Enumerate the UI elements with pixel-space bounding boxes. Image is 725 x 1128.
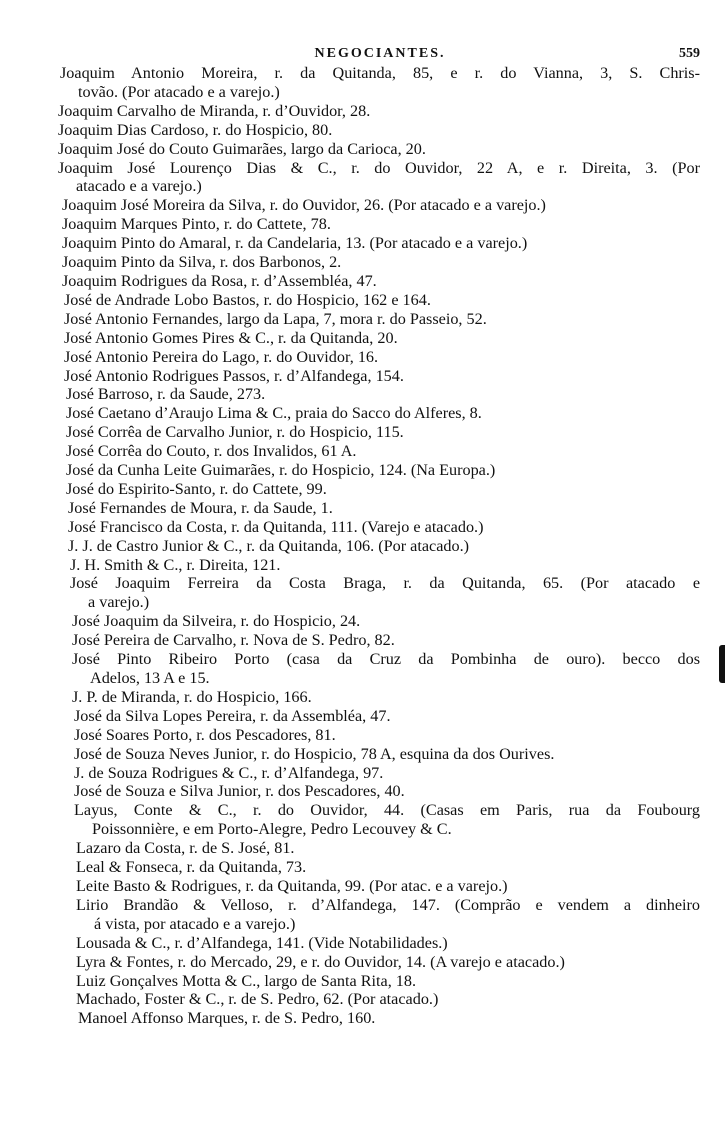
entry-line: José Barroso, r. da Saude, 273. — [66, 385, 266, 404]
entry-line: José do Espirito-Santo, r. do Cattete, 99. — [66, 479, 327, 498]
entry-line: Joaquim Carvalho de Miranda, r. d’Ouvidor, 28. — [58, 101, 371, 120]
directory-entry — [58, 839, 700, 858]
directory-entry — [58, 953, 700, 972]
entry-line: Lyra & Fontes, r. do Mercado, 29, e r. do Ouvidor, 14. (A varejo e atacado.) — [76, 952, 565, 971]
entry-line: José Pereira de Carvalho, r. Nova de S. Pedro, 82. — [72, 631, 395, 650]
entry-line: José Joaquim da Silveira, r. do Hospicio, 24. — [72, 612, 361, 631]
entry-line: Leite Basto & Rodrigues, r. da Quitanda, 99. (Por atac. e a varejo.) — [76, 876, 508, 895]
entry-line: José Pinto Ribeiro Porto (casa da Cruz da Pombinha de ouro). becco dos — [72, 650, 700, 669]
directory-entry — [58, 688, 700, 707]
entry-line: José de Souza e Silva Junior, r. dos Pescadores, 40. — [74, 782, 405, 801]
entry-line: J. de Souza Rodrigues & C., r. d’Alfandega, 97. — [74, 763, 384, 782]
directory-entry — [58, 707, 700, 726]
entry-line: Lazaro da Costa, r. de S. José, 81. — [76, 839, 295, 858]
entry-line: Joaquim Marques Pinto, r. do Cattete, 78. — [62, 215, 331, 234]
directory-entry — [58, 650, 700, 688]
entry-line: Joaquim Rodrigues da Rosa, r. d’Assembléa, 47. — [62, 271, 377, 290]
directory-entry — [58, 537, 700, 556]
directory-entry — [58, 159, 700, 197]
directory-entry — [58, 896, 700, 934]
entry-line: José de Souza Neves Junior, r. do Hospicio, 78 A, esquina da dos Ourives. — [74, 744, 555, 763]
scan-ink-blot — [719, 645, 725, 683]
entry-continuation-line: á vista, por atacado e a varejo.) — [94, 914, 296, 933]
page-header — [60, 46, 700, 66]
entry-line: Joaquim José do Couto Guimarães, largo da Carioca, 20. — [58, 139, 426, 158]
entry-line: José Francisco da Costa, r. da Quitanda, 111. (Varejo e atacado.) — [68, 517, 484, 536]
entry-continuation-line: a varejo.) — [88, 593, 150, 612]
entry-line: Luiz Gonçalves Motta & C., largo de Santa Rita, 18. — [76, 971, 417, 990]
directory-entry — [58, 745, 700, 764]
entry-continuation-line: tovão. (Por atacado e a varejo.) — [78, 82, 280, 101]
directory-entry — [58, 404, 700, 423]
directory-entry — [58, 329, 700, 348]
directory-entry — [58, 726, 700, 745]
entry-line: Layus, Conte & C., r. do Ouvidor, 44. (Casas em Paris, rua da Foubourg — [74, 801, 700, 820]
entry-line: José Antonio Rodrigues Passos, r. d’Alfandega, 154. — [64, 366, 404, 385]
entry-line: Joaquim Dias Cardoso, r. do Hospicio, 80. — [58, 120, 333, 139]
directory-entry — [58, 480, 700, 499]
directory-entry — [58, 215, 700, 234]
entry-line: Joaquim Pinto da Silva, r. dos Barbonos, 2. — [62, 253, 342, 272]
directory-entry — [58, 934, 700, 953]
directory-entry — [58, 196, 700, 215]
directory-entry — [58, 102, 700, 121]
entry-line: J. H. Smith & C., r. Direita, 121. — [70, 555, 281, 574]
entry-line: José de Andrade Lobo Bastos, r. do Hospicio, 162 e 164. — [64, 290, 431, 309]
page-number: 559 — [679, 46, 700, 61]
directory-entry — [58, 518, 700, 537]
entry-line: José Corrêa de Carvalho Junior, r. do Hospicio, 115. — [66, 423, 404, 442]
entry-continuation-line: Poissonnière, e em Porto-Alegre, Pedro Lecouvey & C. — [92, 820, 452, 839]
entry-line: José da Cunha Leite Guimarães, r. do Hospicio, 124. (Na Europa.) — [66, 461, 496, 480]
directory-entry — [58, 764, 700, 783]
directory-entry — [58, 499, 700, 518]
entry-line: José Corrêa do Couto, r. dos Invalidos, 61 A. — [66, 442, 357, 461]
entry-line: José Antonio Gomes Pires & C., r. da Quitanda, 20. — [64, 328, 398, 347]
entry-line: Machado, Foster & C., r. de S. Pedro, 62. (Por atacado.) — [76, 990, 439, 1009]
entry-line: José Joaquim Ferreira da Costa Braga, r. da Quitanda, 65. (Por atacado e — [70, 574, 700, 593]
directory-entry — [58, 442, 700, 461]
directory-entry — [58, 385, 700, 404]
directory-entry — [58, 612, 700, 631]
entry-line: José Soares Porto, r. dos Pescadores, 81. — [74, 725, 336, 744]
entry-line: José da Silva Lopes Pereira, r. da Assembléa, 47. — [74, 706, 391, 725]
directory-entry — [58, 348, 700, 367]
directory-entry — [58, 121, 700, 140]
directory-entry — [58, 234, 700, 253]
running-title: NEGOCIANTES. — [314, 46, 446, 61]
directory-entry — [58, 782, 700, 801]
entry-line: Leal & Fonseca, r. da Quitanda, 73. — [76, 858, 307, 877]
entry-line: Lirio Brandão & Velloso, r. d’Alfandega, 147. (Comprão e vendem a dinheiro — [76, 895, 700, 914]
directory-entry — [58, 272, 700, 291]
directory-entry — [58, 310, 700, 329]
directory-entry — [58, 140, 700, 159]
directory-entry — [58, 64, 700, 102]
directory-entry — [58, 291, 700, 310]
entry-line: Lousada & C., r. d’Alfandega, 141. (Vide Notabilidades.) — [76, 933, 448, 952]
directory-list — [58, 64, 700, 1028]
directory-entry — [58, 253, 700, 272]
entry-line: José Antonio Pereira do Lago, r. do Ouvidor, 16. — [64, 347, 379, 366]
directory-entry — [58, 972, 700, 991]
entry-line: Joaquim Antonio Moreira, r. da Quitanda, 85, e r. do Vianna, 3, S. Chris- — [60, 64, 700, 82]
entry-line: José Fernandes de Moura, r. da Saude, 1. — [68, 498, 333, 517]
entry-line: Joaquim Pinto do Amaral, r. da Candelaria, 13. (Por atacado e a varejo.) — [62, 234, 528, 253]
directory-entry — [58, 1009, 700, 1028]
entry-line: Manoel Affonso Marques, r. de S. Pedro, 160. — [78, 1009, 376, 1028]
directory-entry — [58, 801, 700, 839]
entry-line: J. J. de Castro Junior & C., r. da Quitanda, 106. (Por atacado.) — [68, 536, 470, 555]
entry-continuation-line: Adelos, 13 A e 15. — [90, 669, 210, 687]
entry-line: Joaquim José Lourenço Dias & C., r. do Ouvidor, 22 A, e r. Direita, 3. (Por — [58, 158, 700, 177]
entry-line: J. P. de Miranda, r. do Hospicio, 166. — [72, 687, 312, 706]
directory-entry — [58, 367, 700, 386]
directory-entry — [58, 858, 700, 877]
directory-entry — [58, 461, 700, 480]
entry-continuation-line: atacado e a varejo.) — [76, 177, 202, 196]
entry-line: José Caetano d’Araujo Lima & C., praia do Sacco do Alferes, 8. — [66, 404, 482, 423]
directory-entry — [58, 990, 700, 1009]
directory-entry — [58, 631, 700, 650]
entry-line: Joaquim José Moreira da Silva, r. do Ouvidor, 26. (Por atacado e a varejo.) — [62, 196, 546, 215]
entry-line: José Antonio Fernandes, largo da Lapa, 7, mora r. do Passeio, 52. — [64, 309, 487, 328]
directory-entry — [58, 423, 700, 442]
directory-entry — [58, 556, 700, 575]
directory-entry — [58, 574, 700, 612]
directory-entry — [58, 877, 700, 896]
